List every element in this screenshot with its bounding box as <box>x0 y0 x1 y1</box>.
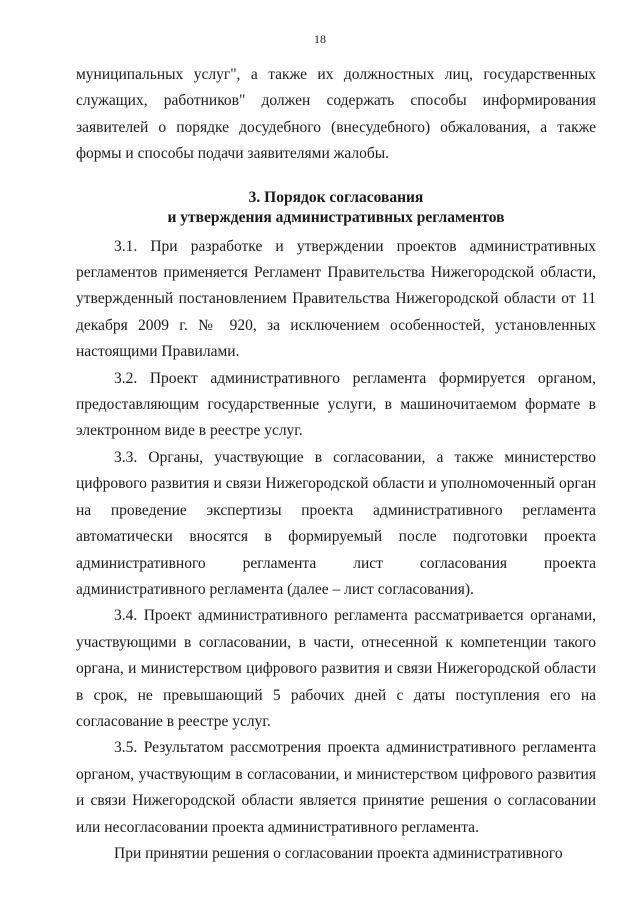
paragraph-3-1: 3.1. При разработке и утверждении проектов административных регламентов применяется Регламент Правительства Нижегородской области, утвержденный постановлением Правительства Нижегородской области от 11 декабря 2009 г. № 920, за исключением особенностей, установленных настоящими Правилами. <box>76 237 596 361</box>
paragraph-intro: муниципальных услуг", а также их должностных лиц, государственных служащих, работников" должен содержать способы информирования заявителей о порядке досудебного (внесудебного) обжалования, а также формы и способы подачи заявителями жалобы. <box>76 66 596 163</box>
section-heading-line-2: и утверждения административных регламентов <box>167 208 505 226</box>
paragraph-3-2: 3.2. Проект административного регламента формируется органом, предоставляющим государственные услуги, в машиночитаемом формате в электронном виде в реестре услуг. <box>76 369 596 440</box>
section-heading <box>76 188 596 228</box>
paragraph-3-5: 3.5. Результатом рассмотрения проекта административного регламента органом, участвующим в согласовании, и министерством цифрового развития и связи Нижегородской области является принятие решения о согласовании или несогласовании проекта административного регламента. <box>76 739 596 836</box>
paragraph-3-3: 3.3. Органы, участвующие в согласовании, а также министерство цифрового развития и связи Нижегородской области и уполномоченный орган на проведение экспертизы проекта административного регламента автоматически вносятся в формируемый после подготовки проекта административного регламента лист согласования проекта административного регламента (далее – лист согласования). <box>76 448 596 598</box>
paragraph-3-4: 3.4. Проект административного регламента рассматривается органами, участвующими в согласовании, в части, отнесенной к компетенции такого органа, и министерством цифрового развития и связи Нижегородской области в срок, не превышающий 5 рабочих дней с даты поступления его на согласование в реестре услуг. <box>76 607 596 730</box>
page-number: 18 <box>314 32 326 46</box>
section-heading-line-1: 3. Порядок согласования <box>248 188 424 206</box>
paragraph-3-5-continued: При принятии решения о согласовании проекта административного <box>114 844 563 862</box>
document-body <box>76 62 596 867</box>
